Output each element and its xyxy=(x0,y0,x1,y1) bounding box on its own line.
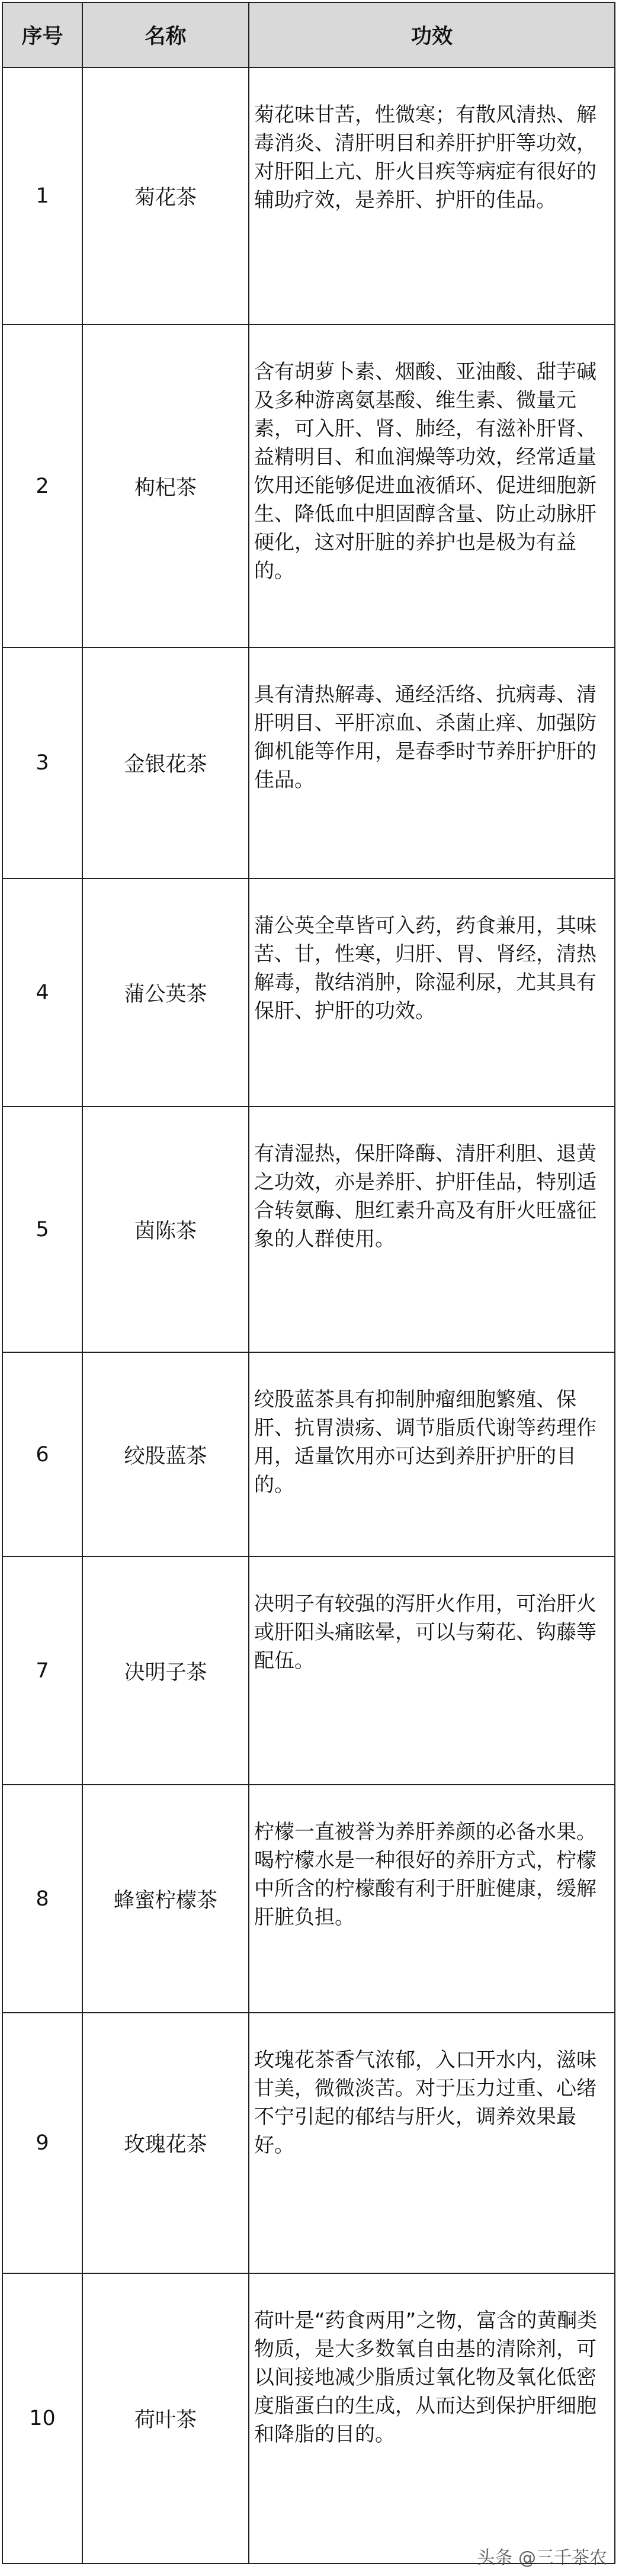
table-row xyxy=(2,325,615,647)
table-row xyxy=(2,2013,615,2273)
table-body xyxy=(2,68,615,2564)
table-row xyxy=(2,68,615,325)
row-name: 蜂蜜柠檬茶 xyxy=(82,1785,249,2013)
table-header xyxy=(2,2,615,68)
row-name: 玫瑰花茶 xyxy=(82,2013,249,2273)
table-row xyxy=(2,878,615,1106)
table-row xyxy=(2,1785,615,2013)
row-name: 金银花茶 xyxy=(82,647,249,878)
row-effect: 有清湿热，保肝降酶、清肝利胆、退黄之功效，亦是养肝、护肝佳品，特别适合转氨酶、胆红素升高及有肝火旺盛征象的人群使用。 xyxy=(249,1106,615,1352)
row-no: 6 xyxy=(2,1352,82,1557)
row-name: 决明子茶 xyxy=(82,1557,249,1785)
table-row xyxy=(2,1557,615,1785)
table-row xyxy=(2,1106,615,1352)
row-effect: 荷叶是“药食两用”之物，富含的黄酮类物质，是大多数氧自由基的清除剂，可以间接地减少脂质过氧化物及氧化低密度脂蛋白的生成，从而达到保护肝细胞和降脂的目的。 xyxy=(249,2273,615,2564)
row-effect: 决明子有较强的泻肝火作用，可治肝火或肝阳头痛眩晕，可以与菊花、钩藤等配伍。 xyxy=(249,1557,615,1785)
row-effect: 菊花味甘苦，性微寒；有散风清热、解毒消炎、清肝明目和养肝护肝等功效，对肝阳上亢、肝火目疾等病症有很好的辅助疗效，是养肝、护肝的佳品。 xyxy=(249,68,615,325)
header-effect: 功效 xyxy=(249,2,615,68)
row-no: 9 xyxy=(2,2013,82,2273)
row-name: 枸杞茶 xyxy=(82,325,249,647)
row-name: 绞股蓝茶 xyxy=(82,1352,249,1557)
table-row xyxy=(2,2273,615,2564)
row-no: 4 xyxy=(2,878,82,1106)
row-effect: 含有胡萝卜素、烟酸、亚油酸、甜芋碱及多种游离氨基酸、维生素、微量元素，可入肝、肾、肺经，有滋补肝肾、益精明目、和血润燥等功效，经常适量饮用还能够促进血液循环、促进细胞新生、降低血中胆固醇含量、防止动脉肝硬化，这对肝脏的养护也是极为有益的。 xyxy=(249,325,615,647)
row-no: 7 xyxy=(2,1557,82,1785)
row-name: 蒲公英茶 xyxy=(82,878,249,1106)
header-row xyxy=(2,2,615,68)
row-no: 1 xyxy=(2,68,82,325)
row-effect: 玫瑰花茶香气浓郁，入口开水内，滋味甘美，微微淡苦。对于压力过重、心绪不宁引起的郁结与肝火，调养效果最好。 xyxy=(249,2013,615,2273)
row-effect: 柠檬一直被誉为养肝养颜的必备水果。喝柠檬水是一种很好的养肝方式，柠檬中所含的柠檬酸有利于肝脏健康，缓解肝脏负担。 xyxy=(249,1785,615,2013)
row-no: 3 xyxy=(2,647,82,878)
row-no: 2 xyxy=(2,325,82,647)
row-effect: 具有清热解毒、通经活络、抗病毒、清肝明目、平肝凉血、杀菌止痒、加强防御机能等作用，是春季时节养肝护肝的佳品。 xyxy=(249,647,615,878)
table-row xyxy=(2,1352,615,1557)
header-no: 序号 xyxy=(2,2,82,68)
row-name: 菊花茶 xyxy=(82,68,249,325)
row-name: 荷叶茶 xyxy=(82,2273,249,2564)
row-no: 8 xyxy=(2,1785,82,2013)
watermark: 头条 @三千茶农 xyxy=(477,2548,607,2568)
row-no: 5 xyxy=(2,1106,82,1352)
row-effect: 绞股蓝茶具有抑制肿瘤细胞繁殖、保肝、抗胃溃疡、调节脂质代谢等药理作用，适量饮用亦可达到养肝护肝的目的。 xyxy=(249,1352,615,1557)
tea-table xyxy=(2,2,615,2564)
row-name: 茵陈茶 xyxy=(82,1106,249,1352)
row-no: 10 xyxy=(2,2273,82,2564)
header-name: 名称 xyxy=(82,2,249,68)
table-row xyxy=(2,647,615,878)
row-effect: 蒲公英全草皆可入药，药食兼用，其味苦、甘，性寒，归肝、胃、肾经，清热解毒，散结消肿，除湿利尿，尤其具有保肝、护肝的功效。 xyxy=(249,878,615,1106)
